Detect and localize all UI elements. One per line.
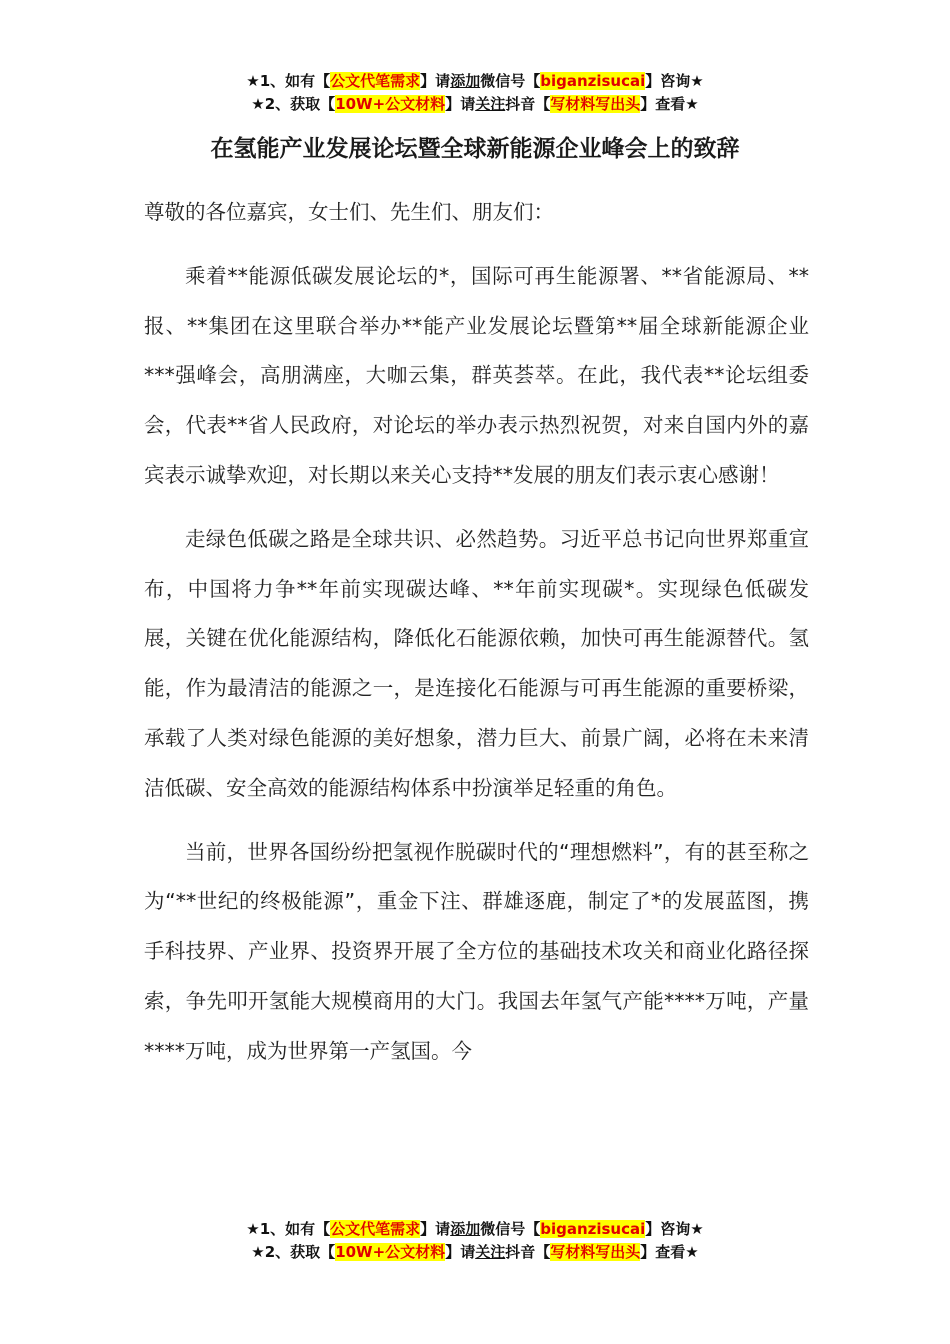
document-body bbox=[144, 188, 809, 1091]
banner-line-1 bbox=[0, 1218, 950, 1241]
banner-highlight: 写材料写出头 bbox=[550, 1243, 641, 1261]
paragraph-3: 当前，世界各国纷纷把氢视作脱碳时代的“理想燃料”，有的甚至称之为“**世纪的终极能源”，重金下注、群雄逐鹿，制定了*的发展蓝图，携手科技界、产业界、投资界开展了全方位的基础技术攻关和商业化路径探索，争先叩开氢能大规模商用的大门。我国去年氢气产能****万吨，产量****万吨，成为世界第一产氢国。今 bbox=[144, 839, 809, 1063]
banner-text: ★1、如有【 bbox=[246, 72, 331, 90]
banner-text: 】查看★ bbox=[640, 95, 699, 113]
banner-highlight: biganzisucai bbox=[540, 1220, 646, 1238]
banner-underline: 关注 bbox=[475, 95, 506, 113]
banner-text: 】请 bbox=[445, 95, 476, 113]
document-title: 在氢能产业发展论坛暨全球新能源企业峰会上的致辞 bbox=[210, 136, 740, 162]
banner-text: 微信号【 bbox=[480, 72, 541, 90]
banner-underline: 添加 bbox=[450, 1220, 481, 1238]
banner-text: 抖音【 bbox=[505, 95, 551, 113]
banner-text: 】查看★ bbox=[640, 1243, 699, 1261]
footer-banner bbox=[0, 1218, 950, 1264]
banner-text: ★1、如有【 bbox=[246, 1220, 331, 1238]
banner-text: 】请 bbox=[420, 1220, 451, 1238]
banner-text: 】咨询★ bbox=[645, 72, 704, 90]
banner-text: 抖音【 bbox=[505, 1243, 551, 1261]
banner-highlight: 10W+公文材料 bbox=[335, 1243, 446, 1261]
banner-text: 】咨询★ bbox=[645, 1220, 704, 1238]
banner-highlight: 公文代笔需求 bbox=[330, 72, 421, 90]
header-banner bbox=[0, 70, 950, 116]
paragraph-1: 乘着**能源低碳发展论坛的*，国际可再生能源署、**省能源局、**报、**集团在这里联合举办**能产业发展论坛暨第**届全球新能源企业***强峰会，高朋满座，大咖云集，群英荟萃。在此，我代表**论坛组委会，代表**省人民政府，对论坛的举办表示热烈祝贺，对来自国内外的嘉宾表示诚挚欢迎，对长期以来关心支持**发展的朋友们表示衷心感谢！ bbox=[144, 263, 809, 487]
banner-highlight: 写材料写出头 bbox=[550, 95, 641, 113]
banner-line-2 bbox=[0, 1241, 950, 1264]
banner-highlight: 10W+公文材料 bbox=[335, 95, 446, 113]
banner-underline: 关注 bbox=[475, 1243, 506, 1261]
banner-highlight: biganzisucai bbox=[540, 72, 646, 90]
greeting: 尊敬的各位嘉宾，女士们、先生们、朋友们： bbox=[144, 200, 554, 224]
banner-text: 微信号【 bbox=[480, 1220, 541, 1238]
banner-line-2 bbox=[0, 93, 950, 116]
banner-line-1 bbox=[0, 70, 950, 93]
paragraph-2: 走绿色低碳之路是全球共识、必然趋势。习近平总书记向世界郑重宣布，中国将力争**年前实现碳达峰、**年前实现碳*。实现绿色低碳发展，关键在优化能源结构，降低化石能源依赖，加快可再生能源替代。氢能，作为最清洁的能源之一，是连接化石能源与可再生能源的重要桥梁，承载了人类对绿色能源的美好想象，潜力巨大、前景广阔，必将在未来清洁低碳、安全高效的能源结构体系中扮演举足轻重的角色。 bbox=[144, 526, 809, 800]
banner-text: 】请 bbox=[420, 72, 451, 90]
banner-text: ★2、获取【 bbox=[251, 95, 336, 113]
banner-highlight: 公文代笔需求 bbox=[330, 1220, 421, 1238]
banner-text: 】请 bbox=[445, 1243, 476, 1261]
banner-underline: 添加 bbox=[450, 72, 481, 90]
banner-text: ★2、获取【 bbox=[251, 1243, 336, 1261]
